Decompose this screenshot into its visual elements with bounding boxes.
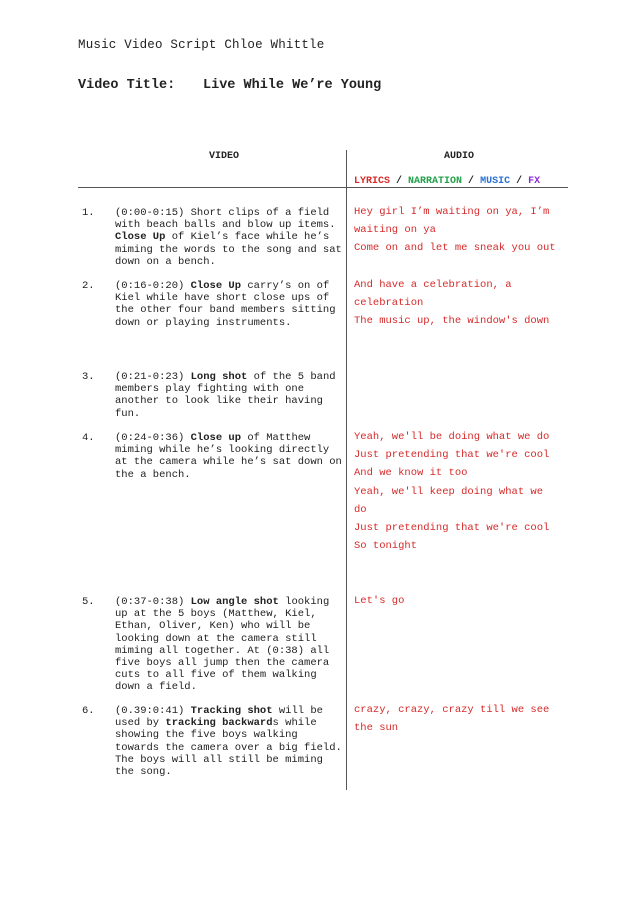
lyric-line: the sun	[354, 722, 399, 735]
shot-type: Close Up	[190, 280, 242, 292]
video-column-heading: VIDEO	[209, 151, 240, 162]
description-text: looking up at the 5 boys (Matthew, Kiel, Ethan, Oliver, Ken) who will be looking down at the camera still miming all together. At (0:38) all five boys all jump then the camera cuts to all five of them walking down a field.	[115, 596, 330, 694]
timecode: (0:21-0:23)	[115, 371, 185, 383]
legend-separator: /	[462, 176, 481, 187]
row-number: 4.	[82, 432, 95, 444]
row-number: 6.	[82, 705, 95, 717]
shot-type: Close up	[190, 432, 242, 444]
lyric-line: Just pretending that we're cool	[354, 449, 550, 462]
shot-type: Long shot	[190, 371, 248, 383]
video-description	[115, 280, 343, 329]
lyric-line: Let's go	[354, 595, 405, 607]
shot-type: Tracking shot	[190, 705, 273, 717]
shot-type: tracking backward	[165, 717, 273, 730]
lyric-line: Come on and let me sneak you out	[354, 242, 556, 255]
video-description	[115, 432, 343, 481]
row-number: 2.	[82, 280, 95, 292]
lyric-line: crazy, crazy, crazy till we see	[354, 704, 550, 716]
lyric-line: The music up, the window's down	[354, 315, 550, 328]
audio-legend	[354, 176, 540, 187]
audio-column-heading: AUDIO	[444, 151, 475, 162]
lyric-line: Hey girl I’m waiting on ya, I’m	[354, 206, 550, 218]
description-text: will be used by	[115, 705, 323, 730]
legend-separator: /	[510, 176, 529, 187]
column-divider	[346, 150, 347, 790]
video-description	[115, 596, 343, 694]
video-description	[115, 705, 343, 778]
row-number: 1.	[82, 207, 95, 219]
lyric-line: Yeah, we'll keep doing what we	[354, 485, 544, 498]
video-description	[115, 371, 343, 420]
row-number: 5.	[82, 596, 95, 608]
legend-fx: FX	[528, 176, 541, 187]
lyric-line: And have a celebration, a	[354, 279, 512, 291]
lyric-line: Yeah, we'll be doing what we do	[354, 431, 550, 443]
legend-narration: NARRATION	[408, 176, 463, 187]
lyric-line: waiting on ya	[354, 224, 436, 237]
description-text: of Kiel’s face while he’s miming the words to the song and sat down on a bench.	[115, 231, 342, 268]
timecode: (0:16-0:20)	[115, 280, 185, 292]
timecode: (0:24-0:36)	[115, 432, 185, 444]
legend-music: MUSIC	[480, 176, 511, 187]
shot-type: Close Up	[115, 231, 166, 244]
legend-separator: /	[390, 176, 409, 187]
lyric-line: celebration	[354, 297, 424, 310]
description-text: carry’s on of Kiel while have short close ups of the other four band members sitting down or playing instruments.	[115, 280, 336, 329]
legend-lyrics: LYRICS	[354, 176, 391, 187]
audio-lyrics	[354, 592, 569, 610]
lyric-line: do	[354, 503, 367, 516]
video-title-label: Video Title:	[78, 78, 176, 93]
audio-lyrics	[354, 701, 569, 737]
lyric-line: So tonight	[354, 540, 418, 553]
description-text: Short clips of a field with beach balls and blow up items.	[115, 207, 336, 232]
description-text: of the 5 band members play fighting with one another to look like their having fun.	[115, 371, 336, 420]
video-title-value: Live While We’re Young	[203, 78, 382, 93]
row-number: 3.	[82, 371, 95, 383]
timecode: (0.39:0:41)	[115, 705, 185, 717]
timecode: (0:37-0:38)	[115, 596, 185, 608]
audio-lyrics	[354, 203, 569, 258]
timecode: (0:00-0:15)	[115, 207, 185, 219]
description-text: s while showing the five boys walking towards the camera over a big field. The boys will all still be miming the song.	[115, 717, 342, 779]
lyric-line: Just pretending that we're cool	[354, 522, 550, 535]
lyric-line: And we know it too	[354, 467, 468, 480]
audio-lyrics	[354, 276, 569, 331]
description-text: of Matthew miming while he’s looking directly at the camera while he’s sat down on the a bench.	[115, 432, 342, 481]
document-header: Music Video Script Chloe Whittle	[78, 38, 325, 52]
audio-lyrics	[354, 428, 569, 555]
video-description	[115, 207, 343, 268]
header-divider	[78, 187, 568, 188]
shot-type: Low angle shot	[190, 596, 279, 608]
